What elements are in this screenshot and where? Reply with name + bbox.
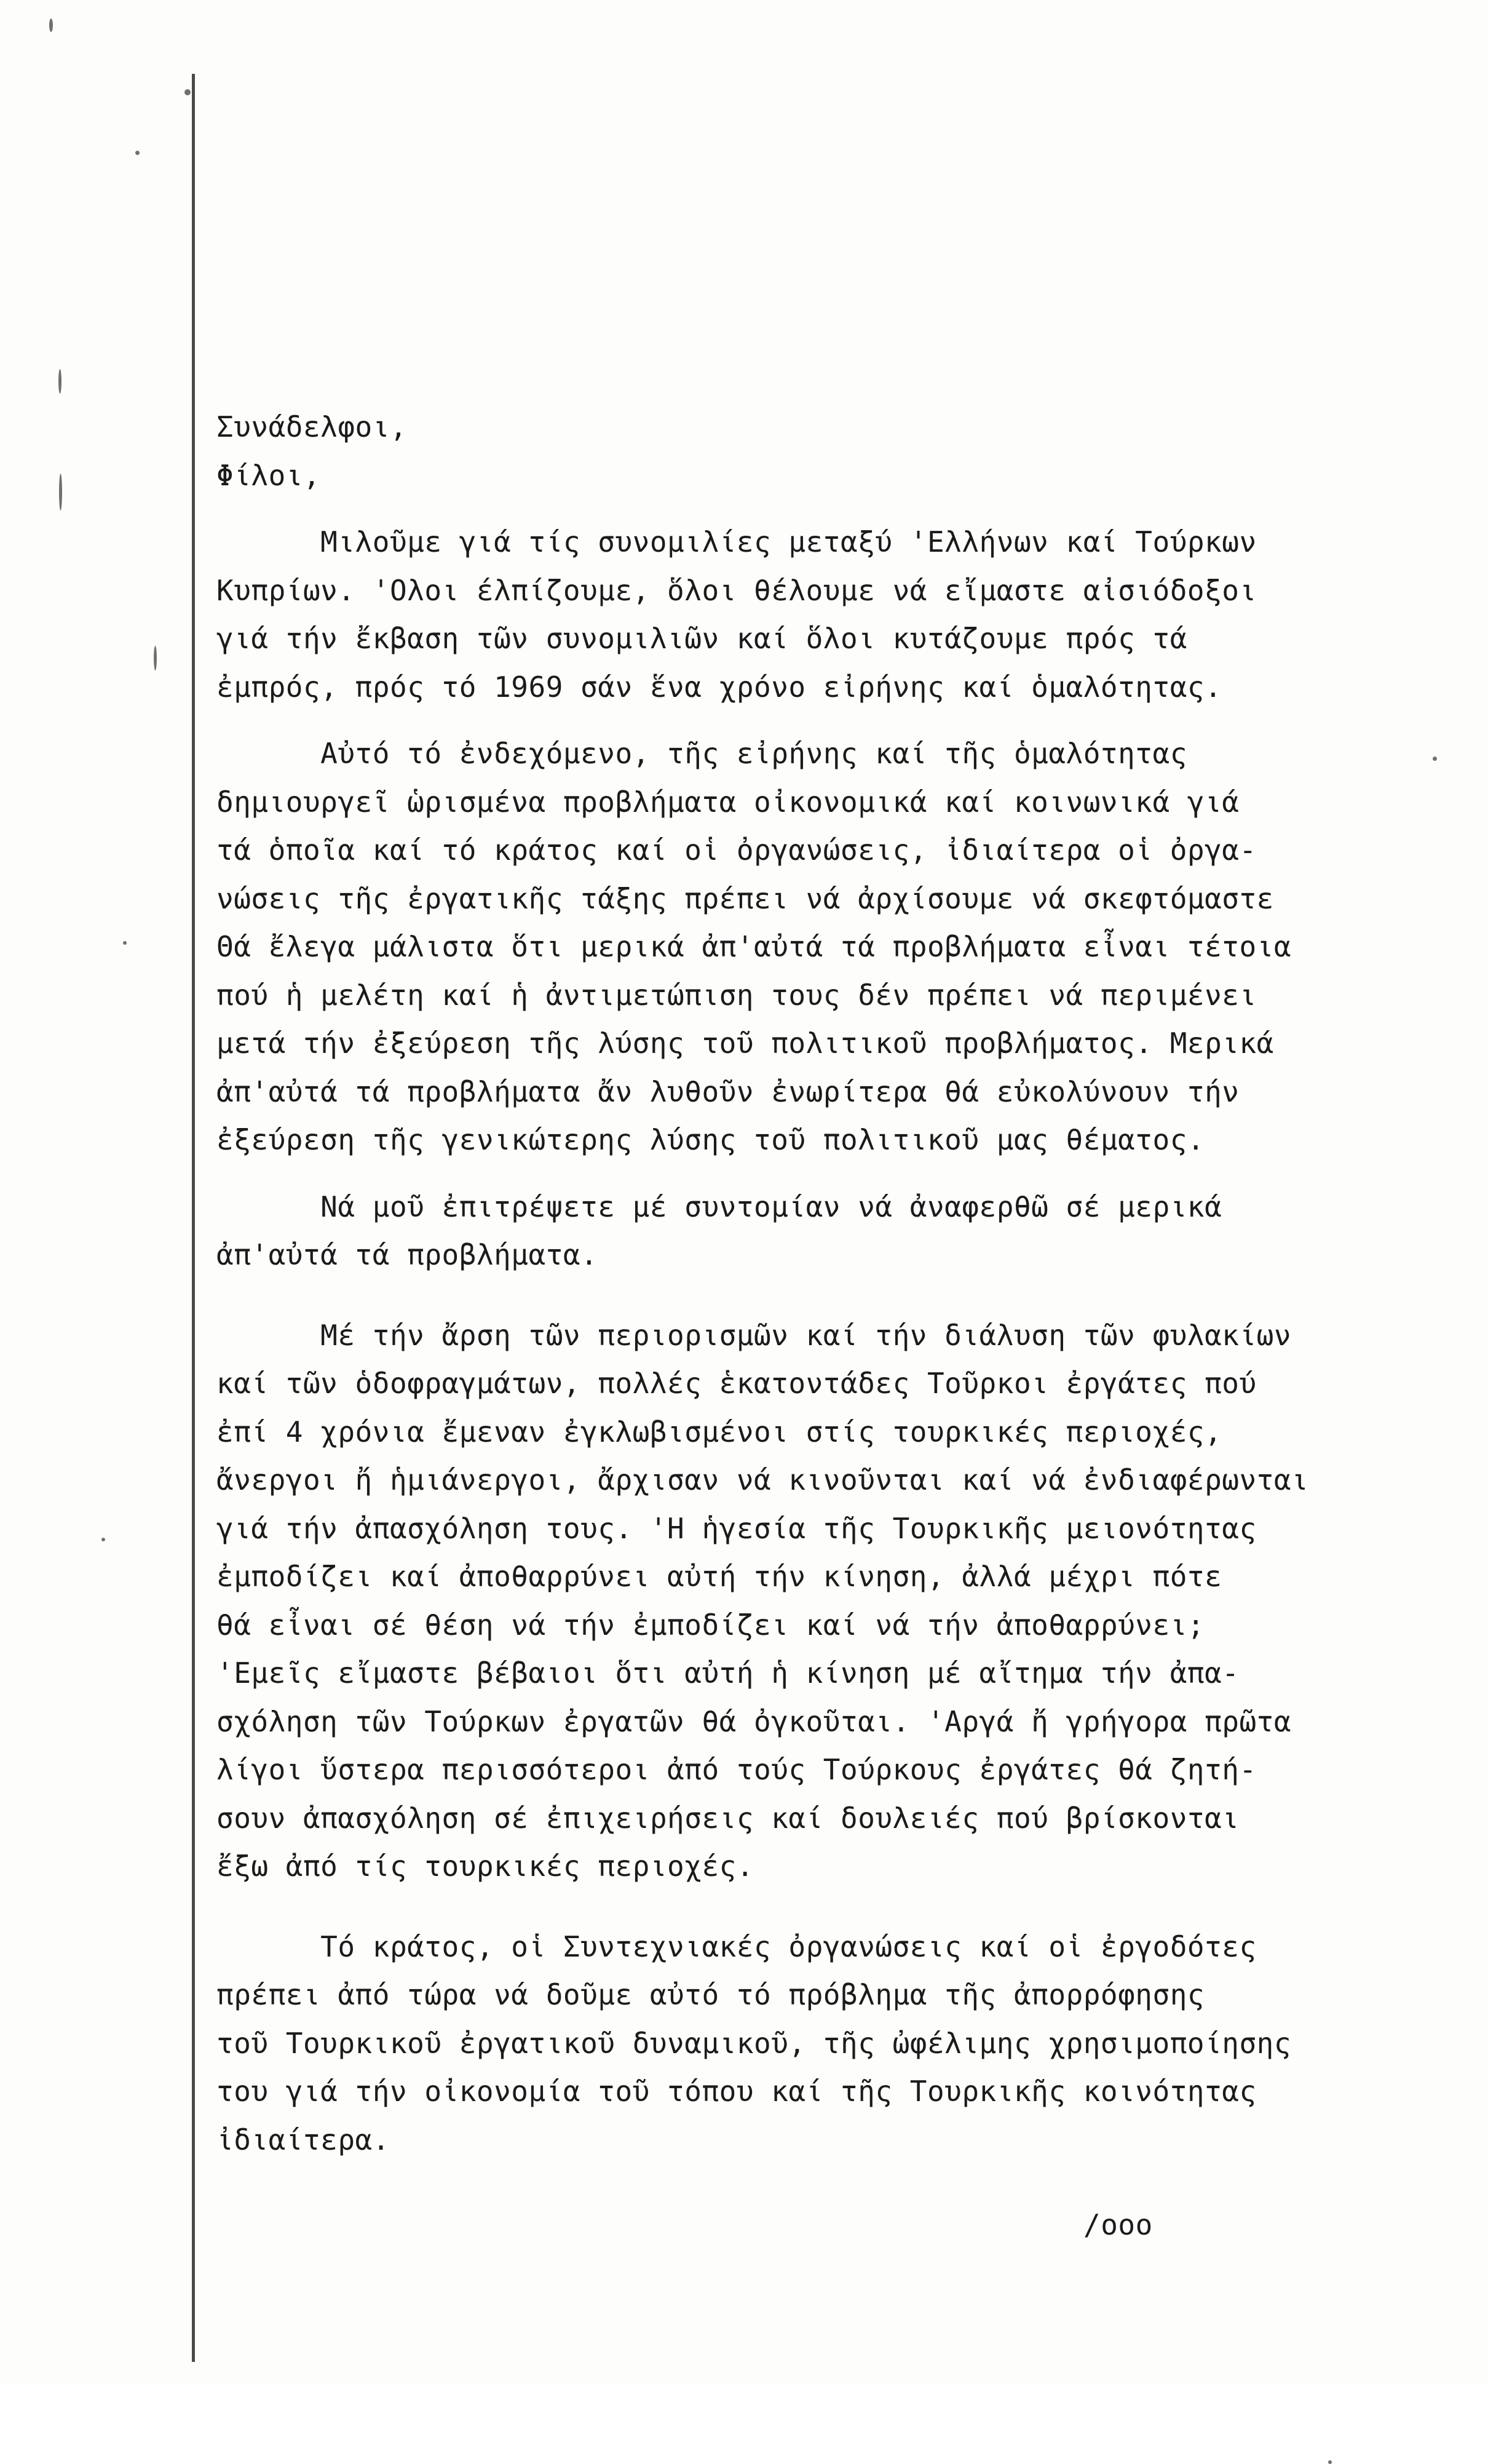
paragraph-3 (216, 1183, 1422, 1279)
text-line: πού ἡ μελέτη καί ἡ ἀντιμετώπιση τους δέν πρέπει νά περιμένει (216, 978, 1257, 1012)
scan-speck (135, 151, 140, 155)
spacer (216, 1891, 1422, 1923)
salutation-line: Φίλοι, (216, 458, 321, 492)
text-line: Κυπρίων. 'Ολοι έλπίζουμε, ὅλοι θέλουμε νά εἴμαστε αἰσιόδοξοι (216, 573, 1257, 607)
text-line: ἀπ'αὐτά τά προβλήματα. (216, 1238, 598, 1271)
text-line: μετά τήν ἐξεύρεση τῆς λύσης τοῦ πολιτικοῦ προβλήματος. Μερικά (216, 1027, 1274, 1060)
text-line: ἔξω ἀπό τίς τουρκικές περιοχές. (216, 1850, 754, 1883)
spacer (216, 2164, 1422, 2201)
spacer (216, 1279, 1422, 1311)
text-line: καί τῶν ὁδοφραγμάτων, πολλές ἑκατοντάδες Τοῦρκοι ἐργάτες πού (216, 1367, 1257, 1400)
text-line: 'Εμεῖς εἴμαστε βέβαιοι ὅτι αὐτή ἡ κίνηση μέ αἴτημα τήν ἀπα- (216, 1656, 1240, 1690)
scan-speck (123, 941, 127, 945)
text-line: Μιλοῦμε γιά τίς συνομιλίες μεταξύ 'Ελλήνων καί Τούρκων (216, 525, 1257, 558)
text-line: νώσεις τῆς ἐργατικῆς τάξης πρέπει νά ἀρχίσουμε νά σκεφτόμαστε (216, 881, 1274, 915)
spacer (216, 499, 1422, 518)
text-line: Θά ἔλεγα μάλιστα ὅτι μερικά ἀπ'αὐτά τά προβλήματα εἶναι τέτοια (216, 930, 1292, 963)
left-margin-rule (192, 74, 195, 2362)
scan-speck (58, 369, 61, 394)
scan-speck (154, 646, 157, 670)
text-line: ἐπί 4 χρόνια ἔμεναν ἐγκλωβισμένοι στίς τουρκικές περιοχές, (216, 1415, 1222, 1449)
scan-speck (1433, 757, 1437, 761)
scan-speck (1328, 2460, 1332, 2464)
text-line: σχόληση τῶν Τούρκων ἐργατῶν θά ὀγκοῦται. 'Αργά ἤ γρήγορα πρῶτα (216, 1704, 1292, 1738)
text-line: δημιουργεῖ ὡρισμένα προβλήματα οἰκονομικά καί κοινωνικά γιά (216, 785, 1240, 819)
salutation-line: Συνάδελφοι, (216, 410, 408, 443)
paragraph-2 (216, 729, 1422, 1164)
text-line: ἰδιαίτερα. (216, 2123, 390, 2156)
scan-speck (59, 474, 62, 511)
text-line: πρέπει ἀπό τώρα νά δοῦμε αὐτό τό πρόβλημα τῆς ἀπορρόφησης (216, 1978, 1205, 2011)
text-line: ἄνεργοι ἤ ἡμιάνεργοι, ἄρχισαν νά κινοῦνται καί νά ἐνδιαφέρωνται (216, 1463, 1309, 1496)
text-line: ἐμποδίζει καί ἀποθαρρύνει αὐτή τήν κίνηση, ἀλλά μέχρι πότε (216, 1560, 1222, 1593)
text-line: ἐξεύρεση τῆς γενικώτερης λύσης τοῦ πολιτικοῦ μας θέματος. (216, 1123, 1205, 1156)
text-line: ἐμπρός, πρός τό 1969 σάν ἕνα χρόνο εἰρήνης καί ὁμαλότητας. (216, 670, 1222, 704)
continuation-mark: /ooo (1083, 2208, 1153, 2241)
text-line: γιά τήν ἔκβαση τῶν συνομιλιῶν καί ὅλοι κυτάζουμε πρός τά (216, 622, 1187, 655)
letter-body (216, 403, 1422, 2249)
text-line: σουν ἀπασχόληση σέ ἐπιχειρήσεις καί δουλειές πού βρίσκονται (216, 1801, 1240, 1835)
paragraph-1 (216, 518, 1422, 711)
spacer (216, 711, 1422, 729)
text-line: τοῦ Τουρκικοῦ ἐργατικοῦ δυναμικοῦ, τῆς ὠφέλιμης χρησιμοποίησης (216, 2026, 1292, 2060)
paragraph-5 (216, 1923, 1422, 2164)
text-line: Νά μοῦ ἐπιτρέψετε μέ συντομίαν νά ἀναφερθῶ σέ μερικά (216, 1190, 1222, 1223)
paragraph-4 (216, 1311, 1422, 1891)
text-line: Αὐτό τό ἐνδεχόμενο, τῆς εἰρήνης καί τῆς ὁμαλότητας (216, 737, 1187, 770)
scan-speck (184, 89, 191, 95)
text-line: θά εἶναι σέ θέση νά τήν ἐμποδίζει καί νά τήν ἀποθαρρύνει; (216, 1608, 1205, 1642)
text-line: λίγοι ὕστερα περισσότεροι ἀπό τούς Τούρκους ἐργάτες θά ζητή- (216, 1753, 1257, 1786)
scan-speck (49, 18, 53, 32)
text-line: γιά τήν ἀπασχόληση τους. 'Η ἡγεσία τῆς Τουρκικῆς μειονότητας (216, 1511, 1257, 1545)
text-line: τά ὁποῖα καί τό κράτος καί οἱ ὀργανώσεις, ἰδιαίτερα οἱ ὀργα- (216, 833, 1257, 867)
spacer (216, 1164, 1422, 1183)
scan-speck (101, 1538, 105, 1541)
text-line: Τό κράτος, οἱ Συντεχνιακές ὀργανώσεις καί οἱ ἐργοδότες (216, 1929, 1257, 1963)
text-line: Μέ τήν ἄρση τῶν περιορισμῶν καί τήν διάλυση τῶν φυλακίων (216, 1318, 1292, 1352)
text-line: ἀπ'αὐτά τά προβλήματα ἄν λυθοῦν ἐνωρίτερα θά εὐκολύνουν τήν (216, 1075, 1240, 1108)
text-line: του γιά τήν οἰκονομία τοῦ τόπου καί τῆς Τουρκικῆς κοινότητας (216, 2075, 1257, 2108)
